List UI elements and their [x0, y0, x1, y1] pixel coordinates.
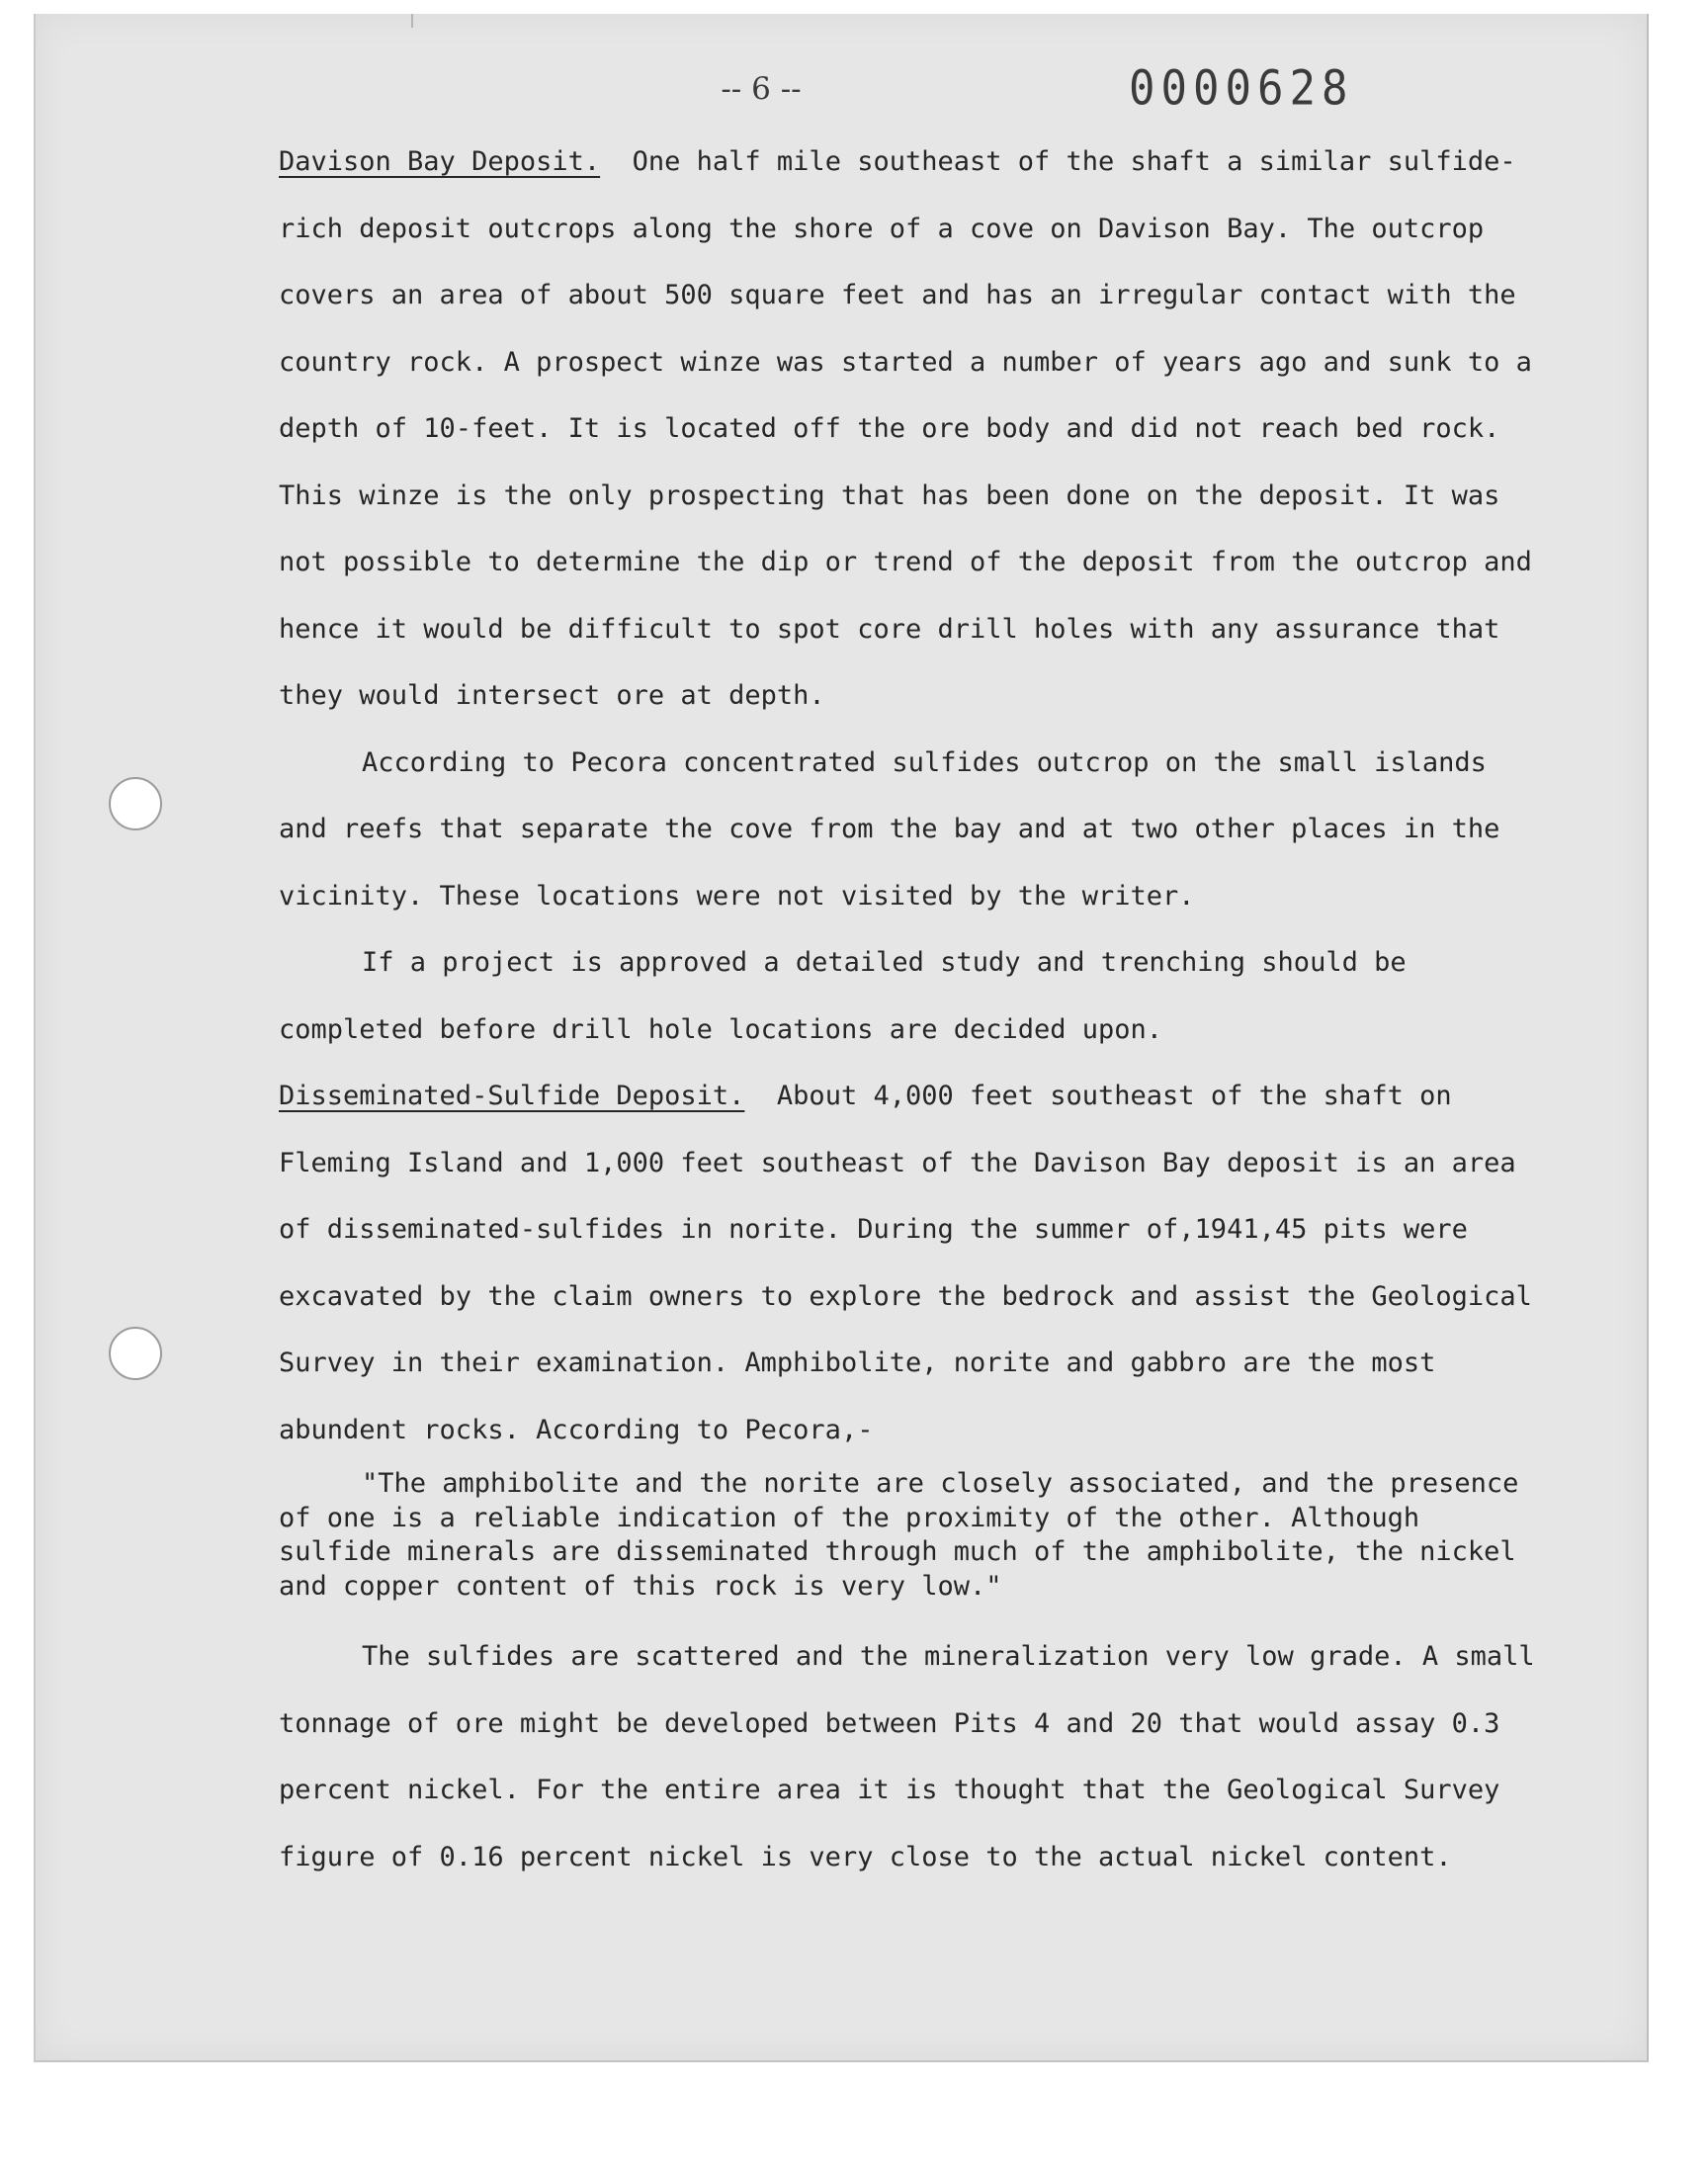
paragraph-text: One half mile southeast of the shaft a similar sulfide-rich deposit outcrops along the shore of a cove on Davison Bay. The outcrop covers an area of about 500 square feet and has an irregular contact with the country rock. A prospect winze was started a number of years ago and sunk to a depth of 10-feet. It is located off the ore body and did not reach bed rock. This winze is the only prospecting that has been done on the deposit. It was not possible to determine the dip or trend of the deposit from the outcrop and hence it would be difficult to spot core drill holes with any assurance that they would intersect ore at depth. — [279, 146, 1532, 711]
paragraph-davison-bay — [279, 129, 1544, 730]
paragraph-sulfides-grade: The sulfides are scattered and the mineralization very low grade. A small tonnage of ore might be developed between Pits 4 and 20 that would assay 0.3 percent nickel. For the entire area it is thought that the Geological Survey figure of 0.16 percent nickel is very close to the actual nickel content. — [279, 1641, 1535, 1872]
punch-hole — [109, 777, 162, 830]
paragraph-project-approval: If a project is approved a detailed study and trenching should be completed before drill hole locations are decided upon. — [279, 947, 1407, 1045]
block-quote: "The amphibolite and the norite are closely associated, and the presence of one is a reliable indication of the proximity of the other. Although sulfide minerals are disseminated through much of the amphibolite, the nickel and copper content of this rock is very low." — [279, 1468, 1519, 1602]
section-heading-davison-bay: Davison Bay Deposit. — [279, 146, 601, 177]
paragraph-text: About 4,000 feet southeast of the shaft on Fleming Island and 1,000 feet southeast of the Davison Bay deposit is an area of disseminated-sulfides in norite. During the summer of,1941,45 pits were excavated by the claim owners to explore the bedrock and assist the Geological Survey in their examination. Amphibolite, norite and gabbro are the most abundent rocks. According to Pecora,- — [279, 1081, 1532, 1445]
page-crease — [411, 14, 413, 28]
paragraph-pecora-outcrops: According to Pecora concentrated sulfides outcrop on the small islands and reefs that separate the cove from the bay and at two other places in the vicinity. These locations were not visited by the writer. — [279, 746, 1500, 912]
punch-hole — [109, 1327, 162, 1380]
page-number: -- 6 -- — [721, 71, 802, 107]
document-body — [279, 129, 1544, 1890]
paragraph-disseminated-sulfide — [279, 1063, 1544, 1463]
document-id-stamp: 0000628 — [1129, 60, 1354, 117]
section-heading-disseminated-sulfide: Disseminated-Sulfide Deposit. — [279, 1081, 745, 1111]
